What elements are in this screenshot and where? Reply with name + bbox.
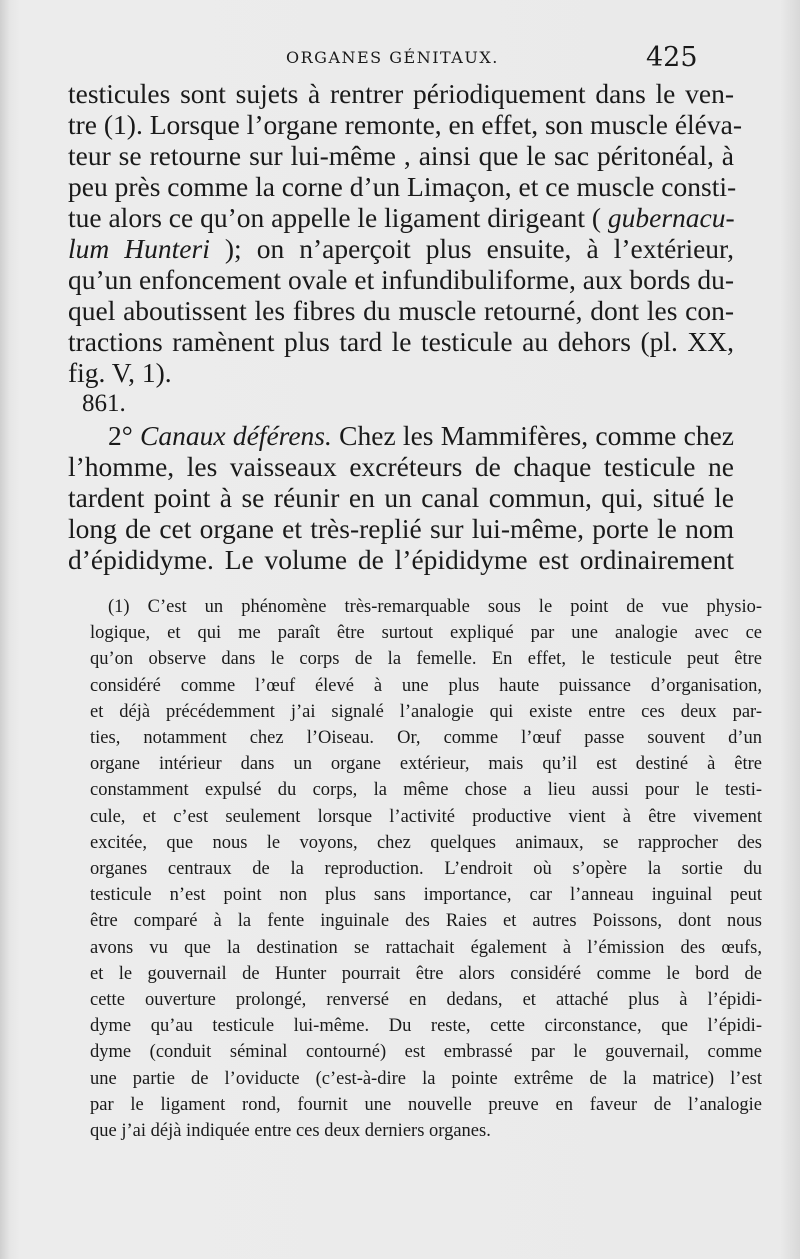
text-line: d’épididyme. Le volume de l’épididyme est ordinairement <box>68 544 734 575</box>
text-line <box>68 233 734 264</box>
paragraph-2 <box>68 420 734 575</box>
paragraph-1 <box>68 78 742 388</box>
page-number: 425 <box>646 42 698 73</box>
text-line: qu’un enfoncement ovale et infundibuliforme, aux bords du- <box>68 264 734 295</box>
latin-term: gubernacu- <box>607 202 735 233</box>
text-line: tardent point à se réunir en un canal commun, qui, situé le <box>68 482 734 513</box>
footnote-line: et le gouvernail de Hunter pourrait être alors considéré comme le bord de <box>90 963 762 984</box>
text-line: peu près comme la corne d’un Limaçon, et ce muscle consti- <box>68 171 737 202</box>
footnote-line: organe intérieur dans un organe extérieur, mais qu’il est destiné à être <box>90 754 762 775</box>
section-heading: Canaux déférens. <box>140 420 332 451</box>
footnote-line: dyme (conduit séminal contourné) est embrassé par le gouvernail, comme <box>90 1042 762 1063</box>
section-lead: 2° <box>108 420 141 451</box>
footnote-line: ties, notamment chez l’Oiseau. Or, comme l’œuf passe souvent d’un <box>90 728 762 749</box>
footnote-line: (1) C’est un phénomène très-remarquable sous le point de vue physio- <box>108 597 762 617</box>
footnote-line: par le ligament rond, fournit une nouvelle preuve en faveur de l’analogie <box>90 1094 762 1115</box>
text-line: fig. V, 1). <box>68 357 172 388</box>
footnote-line: excitée, que nous le voyons, chez quelques animaux, se rapprocher des <box>90 832 762 853</box>
footnote-line: testicule n’est point non plus sans importance, car l’anneau inguinal peut <box>90 885 762 906</box>
text-line <box>68 202 734 233</box>
footnote-line: considéré comme l’œuf élevé à une plus haute puissance d’organisation, <box>90 675 762 696</box>
running-head: ORGANES GÉNITAUX. <box>286 48 499 67</box>
footnote-line: organes centraux de la reproduction. L’endroit où s’opère la sortie du <box>90 859 762 880</box>
text-line: quel aboutissent les fibres du muscle retourné, dont les con- <box>68 295 734 326</box>
footnote-line: cule, et c’est seulement lorsque l’activité productive vient à être vivement <box>90 806 762 827</box>
footnote-line: une partie de l’oviducte (c’est-à-dire la pointe extrême de la matrice) l’est <box>90 1068 762 1089</box>
footnote <box>90 594 762 1144</box>
text-line: teur se retourne sur lui-même , ainsi que le sac péritonéal, à <box>68 140 734 171</box>
footnote-line: cette ouverture prolongé, renversé en dedans, et attaché plus à l’épidi- <box>90 990 762 1011</box>
text-line: long de cet organe et très-replié sur lui-même, porte le nom <box>68 513 734 544</box>
main-text <box>68 78 742 575</box>
text-line: tractions ramènent plus tard le testicule au dehors (pl. XX, <box>68 326 734 357</box>
text-line <box>68 420 734 451</box>
text-fragment: tue alors ce qu’on appelle le ligament dirigeant ( <box>68 202 601 233</box>
footnote-line: être comparé à la fente inguinale des Raies et autres Poissons, dont nous <box>90 911 762 932</box>
footnote-line: logique, et qui me paraît être surtout expliqué par une analogie avec ce <box>90 623 762 644</box>
text-fragment: Chez les Mammifères, comme chez <box>331 420 734 451</box>
page-header <box>0 42 800 82</box>
footnote-line: dyme qu’au testicule lui-même. Du reste, cette circonstance, que l’épidi- <box>90 1016 762 1037</box>
footnote-line: et déjà précédemment j’ai signalé l’analogie qui existe entre ces deux par- <box>90 701 762 722</box>
text-line: testicules sont sujets à rentrer périodiquement dans le ven- <box>68 78 734 109</box>
section-number: 861. <box>82 390 126 417</box>
footnote-line: que j’ai déjà indiquée entre ces deux derniers organes. <box>90 1121 491 1142</box>
text-line: l’homme, les vaisseaux excréteurs de chaque testicule ne <box>68 451 734 482</box>
text-line: tre (1). Lorsque l’organe remonte, en effet, son muscle éléva- <box>68 109 742 140</box>
footnote-line: avons vu que la destination se rattachait également à l’émission des œufs, <box>90 937 762 958</box>
footnote-line: constamment expulsé du corps, la même chose a lieu aussi pour le testi- <box>90 780 762 801</box>
text-fragment: ); on n’aperçoit plus ensuite, à l’extérieur, <box>224 233 734 264</box>
footnote-line: qu’on observe dans le corps de la femelle. En effet, le testicule peut être <box>90 649 762 670</box>
latin-term: lum Hunteri <box>68 233 210 264</box>
